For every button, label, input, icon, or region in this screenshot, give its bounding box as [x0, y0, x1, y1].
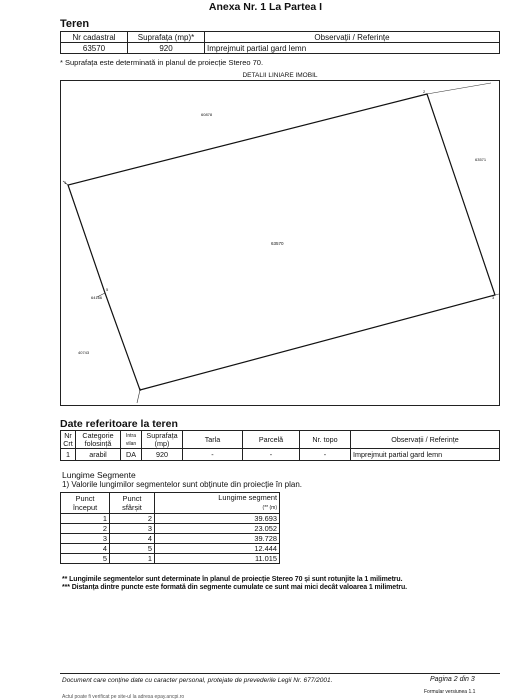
col-header-suprafata: Suprafața (mp)* [128, 32, 205, 43]
table-row [61, 544, 280, 554]
length-header-unit: (** (m) [262, 505, 277, 511]
footer-cut-text: Actul poate fi verificat pe site-ul la adresa epay.ancpi.ro [62, 694, 185, 700]
cell-length: 11.015 [155, 554, 280, 564]
col-header-nr: Nr Crt [61, 431, 76, 449]
cell-length: 39.693 [155, 514, 280, 524]
cell-tarla: - [183, 449, 243, 461]
segments-table [60, 492, 280, 564]
cell-start: 5 [61, 554, 110, 564]
cell-end: 4 [110, 534, 155, 544]
table-header-row [61, 493, 280, 514]
cell-end: 3 [110, 524, 155, 534]
plan-title: DETALII LINIARE IMOBIL [242, 72, 318, 79]
col-header-tarla: Tarla [183, 431, 243, 449]
col-header-suprafata: Suprafața (mp) [142, 431, 183, 449]
col-header-nr-cadastral: Nr cadastral [61, 32, 128, 43]
cell-start: 3 [61, 534, 110, 544]
col-header-observatii: Observații / Referințe [351, 431, 500, 449]
cell-observatii: Imprejmuit partial gard lemn [205, 43, 500, 54]
table-header-row [61, 431, 500, 449]
annex-title: Anexa Nr. 1 La Partea I [208, 1, 323, 13]
segments-note-1: ** Lungimile segmentelor sunt determinate în planul de proiecție Stereo 70 și sunt rotunjite la 1 milimetru. [62, 576, 403, 583]
table-row [61, 514, 280, 524]
cell-parcela: - [243, 449, 300, 461]
cell-end: 5 [110, 544, 155, 554]
table-row [61, 524, 280, 534]
segments-subtitle: 1) Valorile lungimilor segmentelor sunt obținute din proiecție în plan. [62, 480, 302, 489]
point-label-4: 4 [139, 387, 142, 392]
point-label-2: 2 [423, 89, 426, 94]
footer-rule [60, 673, 500, 674]
teren-footnote: * Suprafața este determinată in planul de proiecție Stereo 70. [60, 58, 264, 67]
footer-page-number: Pagina 2 din 3 [430, 676, 475, 683]
neighbor-label-right: 63571 [475, 157, 487, 162]
table-row [61, 534, 280, 544]
segments-title: Lungime Segmente [62, 470, 136, 480]
cell-observatii: Imprejmuit partial gard lemn [351, 449, 500, 461]
section-title-date-referitoare: Date referitoare la teren [60, 418, 178, 430]
cell-start: 4 [61, 544, 110, 554]
cell-nr: 1 [61, 449, 76, 461]
cell-start: 2 [61, 524, 110, 534]
neighbor-boundary [427, 83, 491, 94]
cell-nr-cadastral: 63570 [61, 43, 128, 54]
col-header-length [155, 493, 280, 514]
cell-start: 1 [61, 514, 110, 524]
col-header-end: Punct sfârșit [110, 493, 155, 514]
col-header-intravilan: Intra vilan [121, 431, 142, 449]
cell-nr-topo: - [300, 449, 351, 461]
cell-intravilan: DA [121, 449, 142, 461]
footer-form-code: Formular versiunea 1.1 [424, 689, 476, 695]
point-label-1: 1 [64, 180, 67, 185]
col-header-start: Punct început [61, 493, 110, 514]
neighbor-boundary [495, 294, 499, 295]
table-row [61, 43, 500, 54]
footer-disclaimer: Document care conține date cu caracter personal, protejate de prevederile Legii Nr. 677/2001. [62, 677, 333, 684]
cell-length: 39.728 [155, 534, 280, 544]
col-header-nr-topo: Nr. topo [300, 431, 351, 449]
cell-categorie: arabil [76, 449, 121, 461]
table-header-row [61, 32, 500, 43]
neighbor-label-top: 60878 [201, 112, 213, 117]
cell-end: 1 [110, 554, 155, 564]
length-header-label: Lungime segment [218, 493, 277, 502]
cell-end: 2 [110, 514, 155, 524]
col-header-observatii: Observații / Referințe [205, 32, 500, 43]
point-label-3: 3 [492, 295, 495, 300]
neighbor-label-left-lower: 40743 [78, 350, 90, 355]
cell-suprafata: 920 [128, 43, 205, 54]
teren-table [60, 31, 500, 54]
col-header-categorie: Categorie folosință [76, 431, 121, 449]
cell-length: 23.052 [155, 524, 280, 534]
point-label-5: 5 [106, 287, 109, 292]
cell-suprafata: 920 [142, 449, 183, 461]
segments-note-2: *** Distanța dintre puncte este formată din segmente cumulate ce sunt mai mici decât valoarea 1 milimetru. [62, 584, 407, 591]
parcel-label: 63570 [271, 241, 284, 246]
cell-length: 12.444 [155, 544, 280, 554]
table-row [61, 554, 280, 564]
section-title-teren: Teren [60, 18, 90, 30]
col-header-parcela: Parcelă [243, 431, 300, 449]
plan-frame [60, 80, 500, 406]
neighbor-label-left-upper: 64166 [91, 295, 103, 300]
date-referitoare-table [60, 430, 500, 461]
table-row [61, 449, 500, 461]
